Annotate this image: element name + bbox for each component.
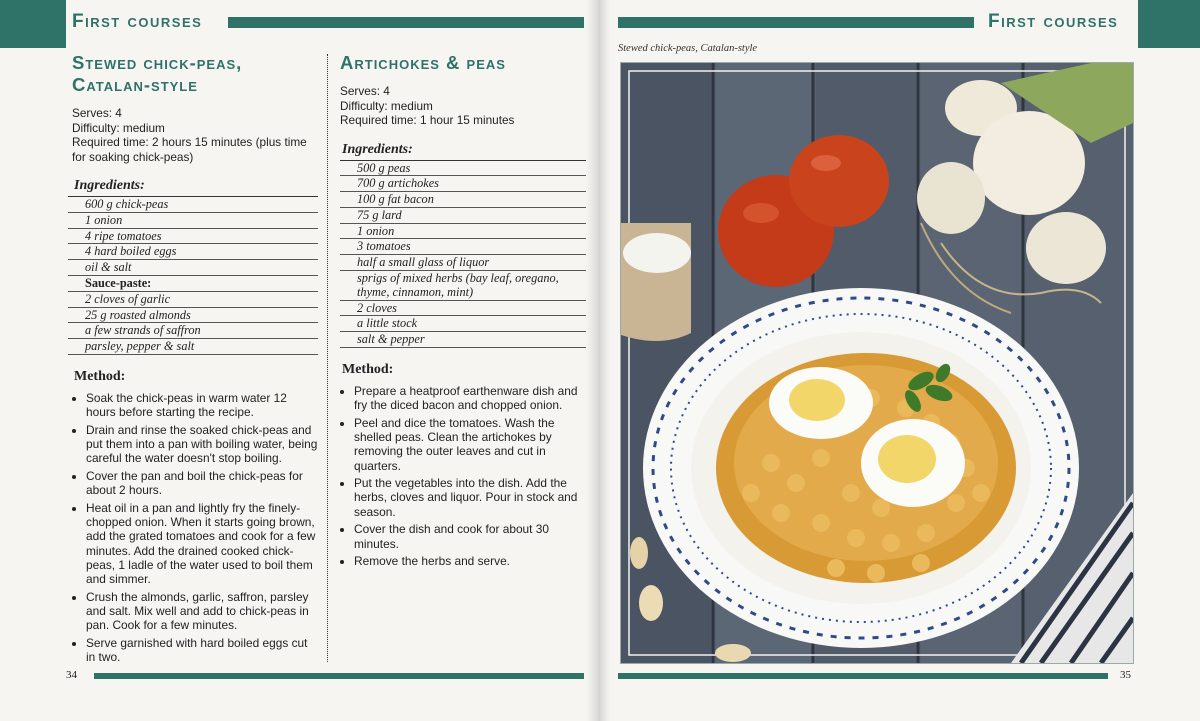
right-footer-rule [618,673,1108,679]
ingredient-item: 500 g peas [340,161,586,177]
recipe1-method-heading: Method: [74,368,126,384]
right-page-number: 35 [1120,669,1131,681]
ingredient-item: 4 ripe tomatoes [68,229,318,245]
left-page-number: 34 [66,669,77,681]
right-page [598,0,1200,721]
sauce-paste-heading: Sauce-paste: [68,276,318,292]
recipe2-method-list [340,384,586,568]
ingredient-item: a little stock [340,316,586,332]
ingredient-item: 3 tomatoes [340,239,586,255]
ingredient-item: sprigs of mixed herbs (bay leaf, oregano, thyme, cinnamon, mint) [340,271,586,301]
method-step: • Put the vegetables into the dish. Add the herbs, cloves and liquor. Pour in stock and season. [354,476,586,519]
left-header-rule [228,17,584,28]
left-footer-rule [94,673,584,679]
sauce-item: parsley, pepper & salt [68,339,318,355]
recipe1-ingredients-heading: Ingredients: [74,178,145,193]
method-step: • Drain and rinse the soaked chick-peas and put them into a pan with boiling water, being careful the water doesn't stop boiling. [86,423,318,466]
ingredient-item: 100 g fat bacon [340,192,586,208]
method-step: • Prepare a heatproof earthenware dish and fry the diced bacon and chopped onion. [354,384,586,412]
left-page [0,0,598,721]
column-divider [327,54,328,662]
recipe2-method-heading: Method: [342,362,394,378]
ingredient-item: 700 g artichokes [340,176,586,192]
recipe2-ingredients-list [340,160,586,349]
method-step: • Heat oil in a pan and lightly fry the finely-chopped onion. When it starts going brown, add the grated tomatoes and cook for a few minutes. Add the drained cooked chick-peas, 1 ladle of the water used to boil them and simmer. [86,501,318,586]
sauce-item: 2 cloves of garlic [68,292,318,308]
recipe2-title: Artichokes & peas [340,52,506,73]
sauce-item: a few strands of saffron [68,323,318,339]
recipe1-ingredients-list [68,196,318,355]
method-step: • Soak the chick-peas in warm water 12 hours before starting the recipe. [86,391,318,419]
ingredient-item: 75 g lard [340,208,586,224]
ingredient-item: oil & salt [68,260,318,276]
recipe-stewed-chickpeas [72,52,318,668]
food-photo [620,62,1134,664]
sauce-item: 25 g roasted almonds [68,308,318,324]
recipe2-difficulty: Difficulty: medium [340,98,433,113]
recipe2-time: Required time: 1 hour 15 minutes [340,113,515,127]
left-corner-tab [0,0,66,48]
ingredient-item: 1 onion [68,213,318,229]
right-corner-tab [1138,0,1200,48]
recipe1-serves: Serves: 4 [72,106,122,120]
recipe2-ingredients-heading: Ingredients: [342,141,413,157]
ingredient-item: half a small glass of liquor [340,255,586,271]
left-section-title: First courses [66,8,208,36]
method-step: • Peel and dice the tomatoes. Wash the shelled peas. Clean the artichokes by removing the outer leaves and cut in quarters. [354,416,586,473]
photo-caption: Stewed chick-peas, Catalan-style [618,43,758,54]
method-step: • Crush the almonds, garlic, saffron, parsley and salt. Mix well and add to chick-peas in pan. Cook for a few minutes. [86,590,318,633]
ingredient-item: 600 g chick-peas [68,197,318,213]
recipe1-method-list [72,391,318,664]
recipe2-serves: Serves: 4 [340,84,390,98]
method-step: • Cover the dish and cook for about 30 minutes. [354,522,586,550]
method-step: • Remove the herbs and serve. [354,554,586,568]
recipe1-time: Required time: 2 hours 15 minutes (plus time for soaking chick-peas) [72,135,307,164]
ingredient-item: 2 cloves [340,301,586,317]
food-photo-illustration [621,63,1133,663]
recipe1-title: Stewed chick-peas, Catalan-style [72,52,243,95]
method-step: • Serve garnished with hard boiled eggs cut in two. [86,636,318,664]
right-section-title: First courses [982,8,1124,36]
method-step: • Cover the pan and boil the chick-peas for about 2 hours. [86,469,318,497]
recipe-artichokes-peas [340,52,586,572]
ingredient-item: 1 onion [340,224,586,240]
right-header-rule [618,17,974,28]
recipe1-difficulty: Difficulty: medium [72,120,165,135]
ingredient-item: salt & pepper [340,332,586,348]
ingredient-item: 4 hard boiled eggs [68,244,318,260]
